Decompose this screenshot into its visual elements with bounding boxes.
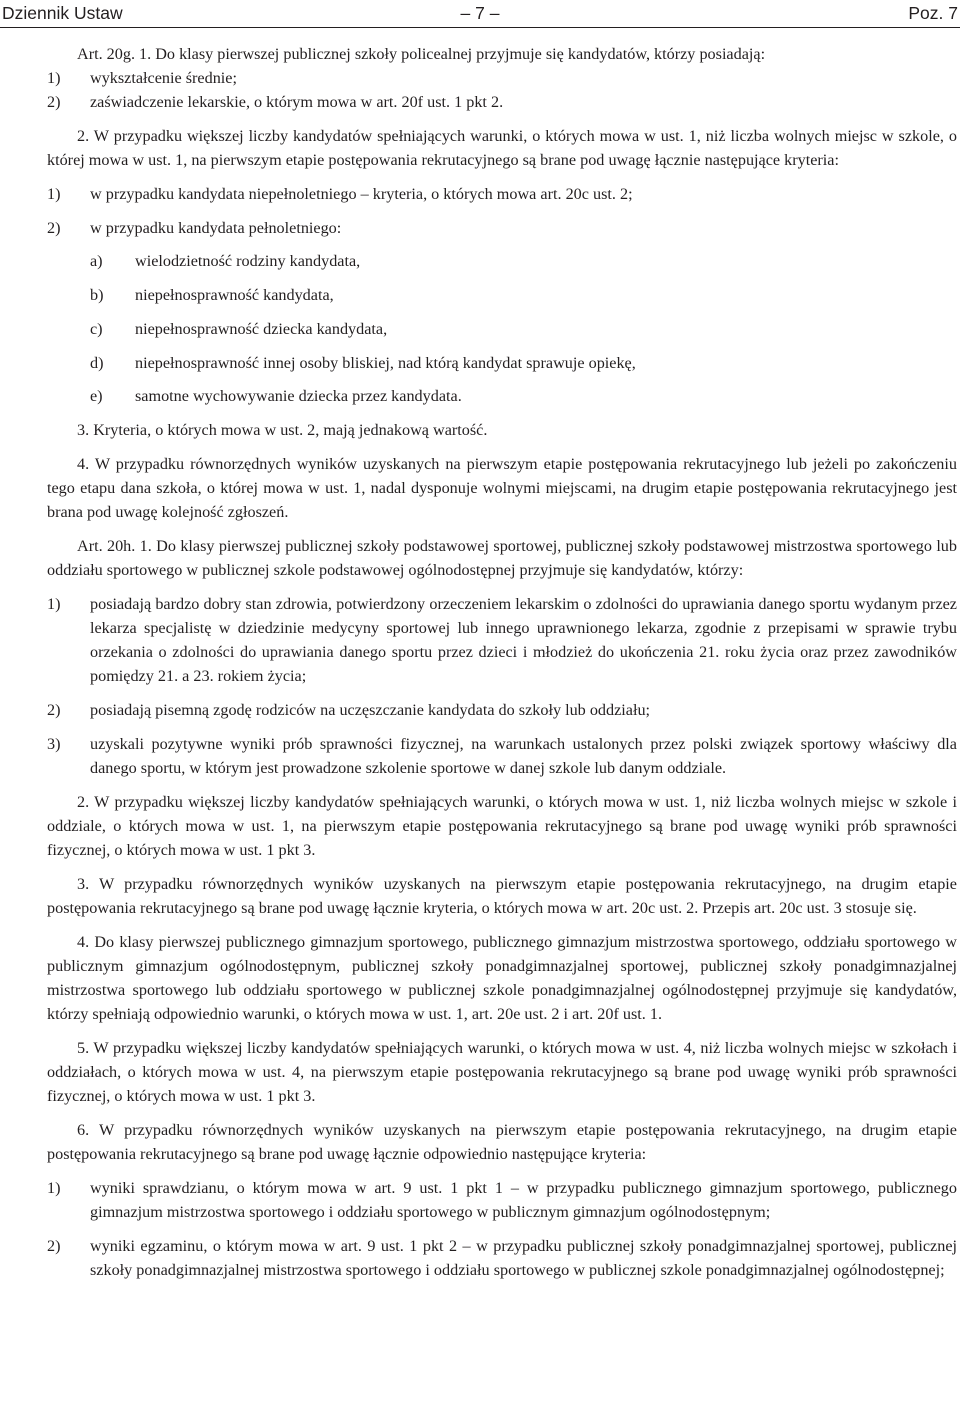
page-header <box>2 2 958 26</box>
paragraph: 4. W przypadku równorzędnych wyników uzyskanych na pierwszym etapie postępowania rekrutacyjnego lub jeżeli po zakończeniu tego etapu dana szkoła, o której mowa w ust. 1, nadal dysponuje wolnymi miejscami, na drugim etapie postępowania rekrutacyjnego jest brana pod uwagę kolejność zgłoszeń. <box>47 454 957 522</box>
list-text: wielodzietność rodziny kandydata, <box>135 252 361 271</box>
paragraph: 6. W przypadku równorzędnych wyników uzyskanych na pierwszym etapie postępowania rekrutacyjnego, na drugim etapie postępowania rekrutacyjnego są brane pod uwagę łącznie odpowiednio następujące kryteria: <box>47 1121 957 1164</box>
list-text: posiadają pisemną zgodę rodziców na uczęszczanie kandydata do szkoły lub oddziału; <box>90 700 651 719</box>
list-marker: 1) <box>47 185 61 204</box>
list-text: w przypadku kandydata niepełnoletniego – kryteria, o których mowa art. 20c ust. 2; <box>90 185 633 204</box>
journal-title: Dziennik Ustaw <box>2 3 123 23</box>
list-marker: 2) <box>47 218 61 237</box>
list-text: wyniki sprawdzianu, o którym mowa w art. 9 ust. 1 pkt 1 – w przypadku publicznego gimnazjum sportowego, publicznego gimnazjum mistrzostwa sportowego i oddziału sportowego w publicznym gimnazjum ogólnodostępnym; <box>90 1178 957 1222</box>
sub-list-item <box>47 249 957 273</box>
list-text: w przypadku kandydata pełnoletniego: <box>90 218 342 237</box>
list-marker: 2) <box>47 700 61 719</box>
list-text: wykształcenie średnie; <box>90 69 237 88</box>
list-item <box>47 698 957 722</box>
position-number: Poz. 7 <box>908 3 958 23</box>
list-text: wyniki egzaminu, o którym mowa w art. 9 ust. 1 pkt 2 – w przypadku publicznej szkoły ponadgimnazjalnej sportowej, publicznej szkoły ponadgimnazjalnej mistrzostwa sportowego i oddziału sportowego w publicznej szkole ponadgimnazjalnej ogólnodostępnej; <box>90 1236 957 1280</box>
document-body <box>47 42 957 1282</box>
list-item <box>47 732 957 780</box>
list-item <box>47 90 957 114</box>
list-marker: 1) <box>47 594 61 613</box>
list-text: niepełnosprawność dziecka kandydata, <box>135 319 388 338</box>
sub-list-item <box>47 351 957 375</box>
paragraph: 3. Kryteria, o których mowa w ust. 2, mają jednakową wartość. <box>77 420 488 439</box>
list-text: uzyskali pozytywne wyniki prób sprawności fizycznej, na warunkach ustalonych przez polski związek sportowy właściwy dla danego sportu, w którym jest prowadzone szkolenie sportowe w danej szkole lub danym oddziale. <box>90 734 957 777</box>
list-text: niepełnosprawność innej osoby bliskiej, nad którą kandydat sprawuje opiekę, <box>135 353 636 372</box>
list-marker: 3) <box>47 734 61 753</box>
list-marker: 2) <box>47 93 61 112</box>
paragraph: 2. W przypadku większej liczby kandydatów spełniających warunki, o których mowa w ust. 1, niż liczba wolnych miejsc w szkole i oddziale, o których mowa w ust. 1, na pierwszym etapie postępowania rekrutacyjnego są brane pod uwagę wyniki prób sprawności fizycznej, o których mowa w ust. 1 pkt 3. <box>47 792 957 859</box>
sub-list-item <box>47 283 957 307</box>
list-marker: 1) <box>47 1178 61 1197</box>
list-marker: 2) <box>47 1236 61 1255</box>
page-number: – 7 – <box>460 3 500 23</box>
list-text: posiadają bardzo dobry stan zdrowia, potwierdzony orzeczeniem lekarskim o zdolności do uprawiania danego sportu wydanym przez lekarza specjalistę w dziedzinie medycyny sportowej lub innego uprawnionego lekarza, zgodnie z przepisami w sprawie trybu orzekania o zdolności do uprawiania danego sportu przez dzieci i młodzież do ukończenia 21. roku życia oraz przez zawodników pomiędzy 21. a 23. rokiem życia; <box>90 594 957 686</box>
list-marker: a) <box>90 252 103 271</box>
list-item <box>47 182 957 206</box>
paragraph: 5. W przypadku większej liczby kandydatów spełniających warunki, o których mowa w ust. 4, niż liczba wolnych miejsc w szkołach i oddziałach, o których mowa w ust. 4, na pierwszym etapie postępowania rekrutacyjnego są brane pod uwagę wyniki prób sprawności fizycznej, o których mowa w ust. 1 pkt 3. <box>47 1038 957 1106</box>
list-marker: b) <box>90 286 104 305</box>
list-item <box>47 216 957 240</box>
list-item <box>47 1176 957 1224</box>
list-marker: 1) <box>47 69 61 88</box>
sub-list-item <box>47 384 957 408</box>
list-item <box>47 592 957 689</box>
list-marker: d) <box>90 353 104 372</box>
sub-list-item <box>47 317 957 341</box>
list-text: samotne wychowywanie dziecka przez kandydata. <box>135 387 462 406</box>
list-marker: e) <box>90 387 103 406</box>
list-item <box>47 1234 957 1282</box>
list-text: niepełnosprawność kandydata, <box>135 286 334 305</box>
list-item <box>47 66 957 90</box>
paragraph: 4. Do klasy pierwszej publicznego gimnazjum sportowego, publicznego gimnazjum mistrzostwa sportowego, oddziału sportowego w publicznym gimnazjum ogólnodostępnym, publicznej szkoły ponadgimnazjalnej sportowej, publicznej szkoły ponadgimnazjalnej mistrzostwa sportowego lub oddziału sportowego w publicznej szkole ponadgimnazjalnej ogólnodostępnej przyjmuje się kandydatów, którzy spełniają odpowiednio warunki, o których mowa w ust. 1, art. 20e ust. 2 i art. 20f ust. 1. <box>47 932 957 1024</box>
paragraph: 2. W przypadku większej liczby kandydatów spełniających warunki, o których mowa w ust. 1, niż liczba wolnych miejsc w szkole, o której mowa w ust. 1, na pierwszym etapie postępowania rekrutacyjnego są brane pod uwagę łącznie następujące kryteria: <box>47 127 957 170</box>
paragraph: Art. 20g. 1. Do klasy pierwszej publicznej szkoły policealnej przyjmuje się kandydatów, którzy posiadają: <box>77 45 766 63</box>
list-marker: c) <box>90 319 103 338</box>
paragraph: 3. W przypadku równorzędnych wyników uzyskanych na pierwszym etapie postępowania rekrutacyjnego, na drugim etapie postępowania rekrutacyjnego są brane pod uwagę łącznie kryteria, o których mowa w art. 20c ust. 2. Przepis art. 20c ust. 3 stosuje się. <box>47 874 957 917</box>
header-rule <box>0 27 960 28</box>
list-text: zaświadczenie lekarskie, o którym mowa w art. 20f ust. 1 pkt 2. <box>90 93 504 112</box>
paragraph: Art. 20h. 1. Do klasy pierwszej publicznej szkoły podstawowej sportowej, publicznej szkoły podstawowej mistrzostwa sportowego lub oddziału sportowego w publicznej szkole podstawowej ogólnodostępnej przyjmuje się kandydatów, którzy: <box>47 536 957 579</box>
